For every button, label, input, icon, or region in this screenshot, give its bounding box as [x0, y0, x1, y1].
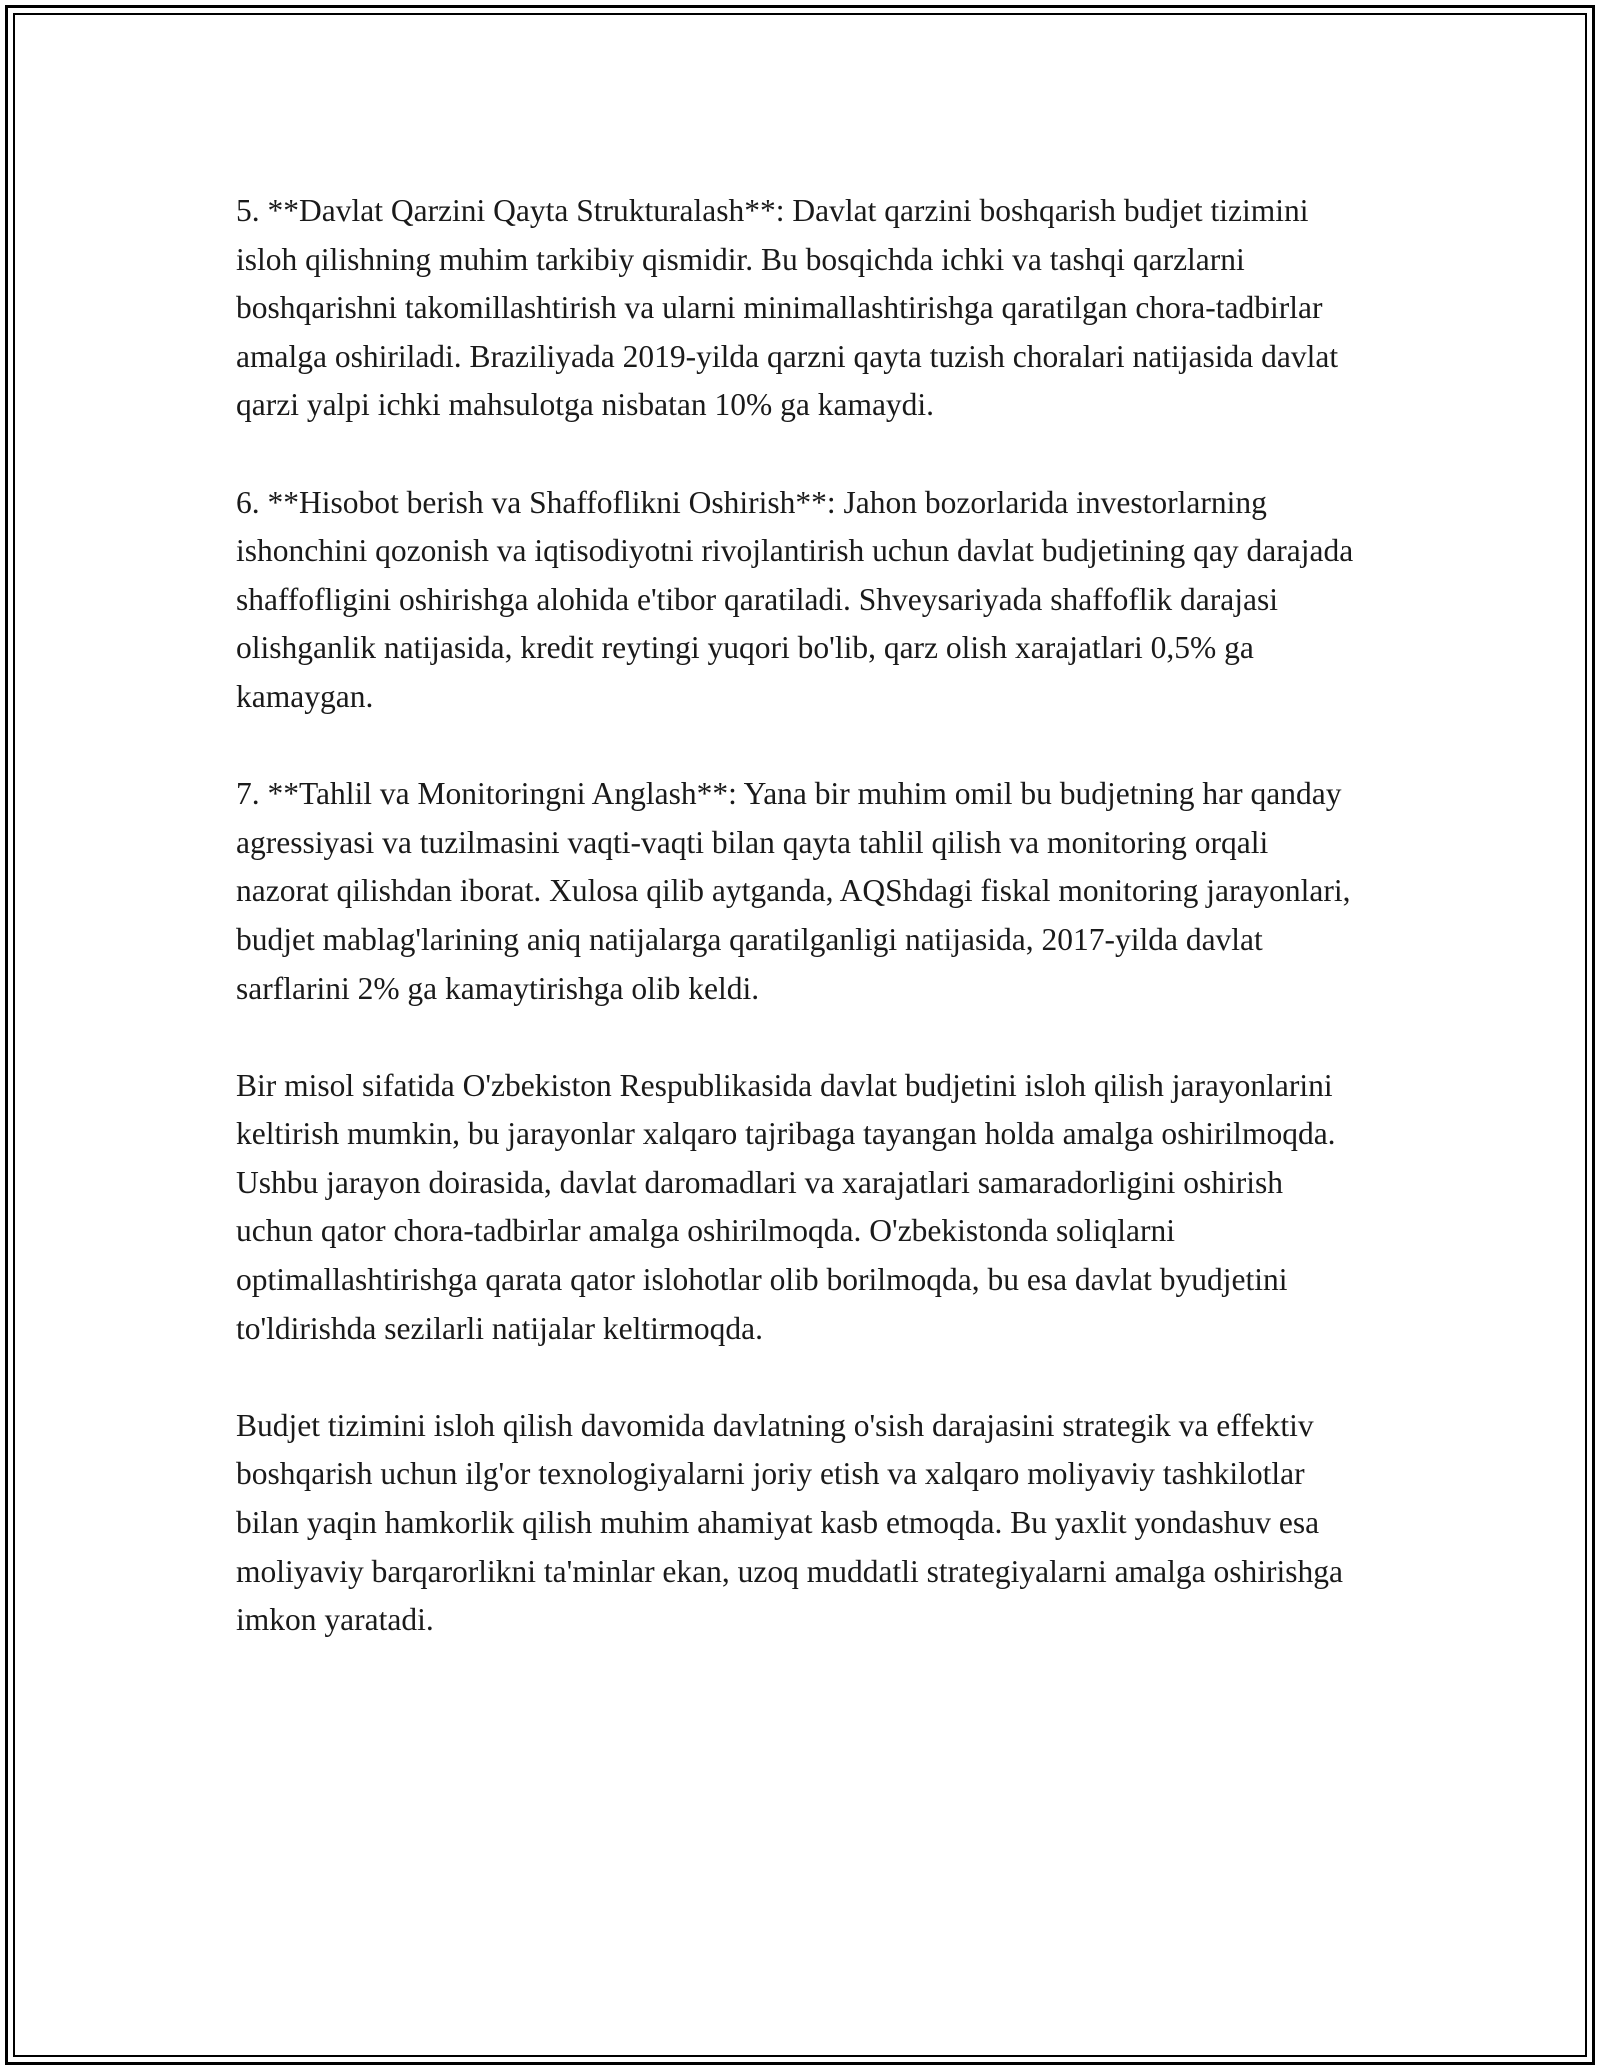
paragraph-debt-restructuring: 5. **Davlat Qarzini Qayta Strukturalash**: Davlat qarzini boshqarish budjet tizimini isloh qilishning muhim tarkibiy qismidir. Bu bosqichda ichki va tashqi qarzlarni boshqarishni takomillashtirish va ularni minimallashtirishga qaratilgan chora-tadbirlar amalga oshiriladi. Braziliyada 2019-yilda qarzni qayta tuzish choralari natijasida davlat qarzi yalpi ichki mahsulotga nisbatan 10% ga kamaydi. [236, 193, 1339, 423]
paragraph-analysis-monitoring: 7. **Tahlil va Monitoringni Anglash**: Yana bir muhim omil bu budjetning har qanday agressiyasi va tuzilmasini vaqti-vaqti bilan qayta tahlil qilish va monitoring orqali nazorat qilishdan iborat. Xulosa qilib aytganda, AQShdagi fiskal monitoring jarayonlari, budjet mablag'larining aniq natijalarga qaratilganligi natijasida, 2017-yilda davlat sarflarini 2% ga kamaytirishga olib keldi. [236, 776, 1351, 1006]
document-body [236, 187, 1366, 1693]
paragraph-reporting-transparency: 6. **Hisobot berish va Shaffoflikni Oshirish**: Jahon bozorlarida investorlarning ishonchini qozonish va iqtisodiyotni rivojlantirish uchun davlat budjetining qay darajada shaffofligini oshirishga alohida e'tibor qaratiladi. Shveysariyada shaffoflik darajasi olishganlik natijasida, kredit reytingi yuqori bo'lib, qarz olish xarajatlari 0,5% ga kamaygan. [236, 484, 1354, 714]
paragraph-conclusion: Budjet tizimini isloh qilish davomida davlatning o'sish darajasini strategik va effektiv boshqarish uchun ilg'or texnologiyalarni joriy etish va xalqaro moliyaviy tashkilotlar bilan yaqin hamkorlik qilish muhim ahamiyat kasb etmoqda. Bu yaxlit yondashuv esa moliyaviy barqarorlikni ta'minlar ekan, uzoq muddatli strategiyalarni amalga oshirishga imkon yaratadi. [236, 1407, 1343, 1638]
paragraph-uzbekistan-example: Bir misol sifatida O'zbekiston Respublikasida davlat budjetini isloh qilish jarayonlarini keltirish mumkin, bu jarayonlar xalqaro tajribaga tayangan holda amalga oshirilmoqda. Ushbu jarayon doirasida, davlat daromadlari va xarajatlari samaradorligini oshirish uchun qator chora-tadbirlar amalga oshirilmoqda. O'zbekistonda soliqlarni optimallashtirishga qarata qator islohotlar olib borilmoqda, bu esa davlat byudjetini to'ldirishda sezilarli natijalar keltirmoqda. [236, 1067, 1336, 1346]
